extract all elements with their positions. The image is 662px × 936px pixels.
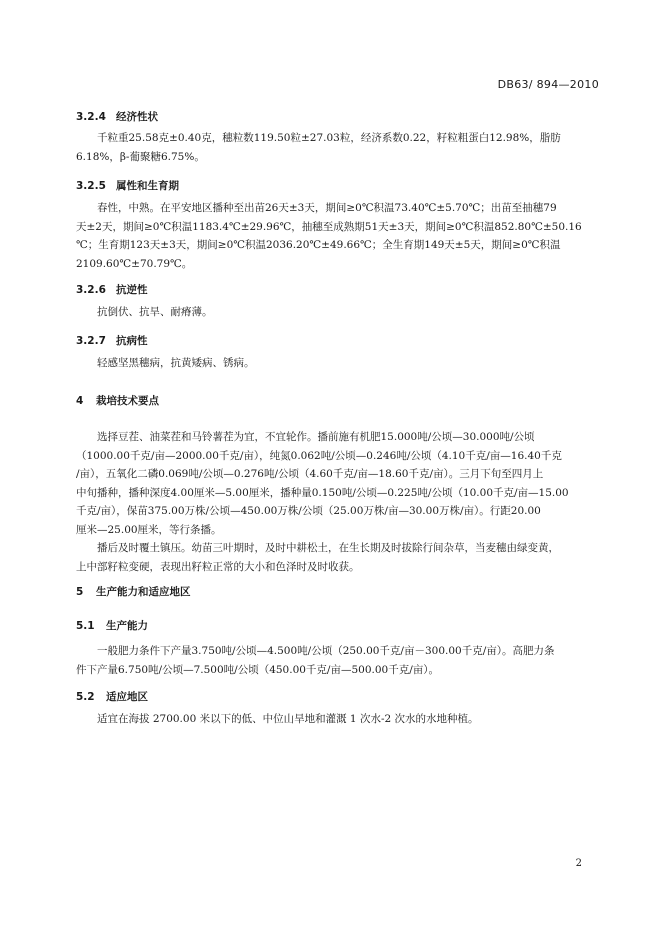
text-line: 适宜在海拔 2700.00 米以下的低、中位山旱地和灌溉 1 次水-2 次水的水地种植。	[97, 713, 479, 725]
section-title: 生产能力	[106, 620, 148, 632]
section-heading-3-2-5	[76, 178, 179, 193]
paragraph-production-capacity	[76, 642, 604, 679]
paragraph-economic-traits	[76, 129, 604, 166]
text-line: 厘米—25.00厘米，等行条播。	[76, 523, 222, 536]
text-line: ℃；生育期123天±3天，期间≥0℃积温2036.20℃±49.66℃；全生育期149天±5天，期间≥0℃积温	[76, 239, 561, 251]
section-heading-5	[76, 584, 191, 599]
text-line: 件下产量6.750吨/公顷—7.500吨/公顷（450.00千克/亩—500.00千克/亩）。	[76, 663, 439, 676]
section-number: 4	[76, 395, 84, 407]
section-title: 经济性状	[116, 111, 158, 123]
text-line: 播后及时覆土镇压。幼苗三叶期时，及时中耕松土，在生长期及时拔除行间杂草，当麦穗由绿变黄，	[97, 542, 559, 554]
section-heading-3-2-7	[76, 333, 148, 348]
section-title: 生产能力和适应地区	[96, 586, 191, 598]
paragraph-growth-period	[76, 199, 604, 273]
text-line: 千克/亩），保苗375.00万株/公顷—450.00万株/公顷（25.00万株/亩—30.00万株/亩）。行距20.00	[76, 505, 541, 517]
section-heading-3-2-4	[76, 109, 158, 124]
paragraph-cultivation	[76, 428, 604, 576]
text-line: 一般肥力条件下产量3.750吨/公顷—4.500吨/公顷（250.00千克/亩－300.00千克/亩）。高肥力条	[97, 645, 555, 657]
section-number: 3.2.4	[76, 111, 106, 123]
text-line: 轻感坚黑穗病，抗黄矮病、锈病。	[97, 357, 255, 369]
page-number: 2	[575, 858, 582, 869]
text-line: 6.18%，β-葡聚糖6.75%。	[76, 150, 205, 163]
paragraph-disease-resistance	[76, 354, 604, 373]
text-line: 千粒重25.58克±0.40克，穗粒数119.50粒±27.03粒，经济系数0.22，籽粒粗蛋白12.98%，脂肪	[97, 132, 561, 144]
section-number: 3.2.5	[76, 180, 106, 192]
section-number: 3.2.7	[76, 335, 106, 347]
document-code: DB63/ 894—2010	[497, 78, 599, 91]
section-number: 3.2.6	[76, 284, 106, 296]
section-title: 抗病性	[116, 335, 148, 347]
section-title: 适应地区	[106, 691, 148, 703]
section-title: 抗逆性	[116, 284, 148, 296]
section-heading-5-2	[76, 689, 148, 704]
text-line: 上中部籽粒变硬，表现出籽粒正常的大小和色泽时及时收获。	[76, 560, 360, 573]
section-number: 5.2	[76, 691, 95, 703]
section-heading-4	[76, 393, 159, 408]
paragraph-stress-resistance	[76, 303, 604, 322]
text-line: （1000.00千克/亩—2000.00千克/亩），纯氮0.062吨/公顷—0.246吨/公顷（4.10千克/亩—16.40千克	[76, 449, 562, 462]
text-line: 抗倒伏、抗旱、耐瘠薄。	[97, 306, 213, 318]
text-line: 天±2天，期间≥0℃积温1183.4℃±29.96℃，抽穗至成熟期51天±3天，期间≥0℃积温852.80℃±50.16	[76, 220, 582, 233]
text-line: 中旬播种，播种深度4.00厘米—5.00厘米，播种量0.150吨/公顷—0.225吨/公顷（10.00千克/亩—15.00	[76, 486, 569, 499]
text-line: 选择豆茬、油菜茬和马铃薯茬为宜，不宜轮作。播前施有机肥15.000吨/公顷—30.000吨/公顷	[97, 431, 535, 443]
section-title: 栽培技术要点	[96, 395, 159, 407]
section-number: 5	[76, 586, 84, 598]
paragraph-adaptive-region	[76, 710, 604, 729]
text-line: 春性，中熟。在平安地区播种至出苗26天±3天，期间≥0℃积温73.40℃±5.70℃；出苗至抽穗79	[97, 202, 557, 214]
text-line: 2109.60℃±70.79℃。	[76, 257, 193, 270]
section-heading-5-1	[76, 618, 148, 633]
section-heading-3-2-6	[76, 282, 148, 297]
section-title: 属性和生育期	[116, 180, 179, 192]
section-number: 5.1	[76, 620, 95, 632]
text-line: /亩），五氧化二磷0.069吨/公顷—0.276吨/公顷（4.60千克/亩—18.60千克/亩）。三月下旬至四月上	[76, 468, 544, 480]
